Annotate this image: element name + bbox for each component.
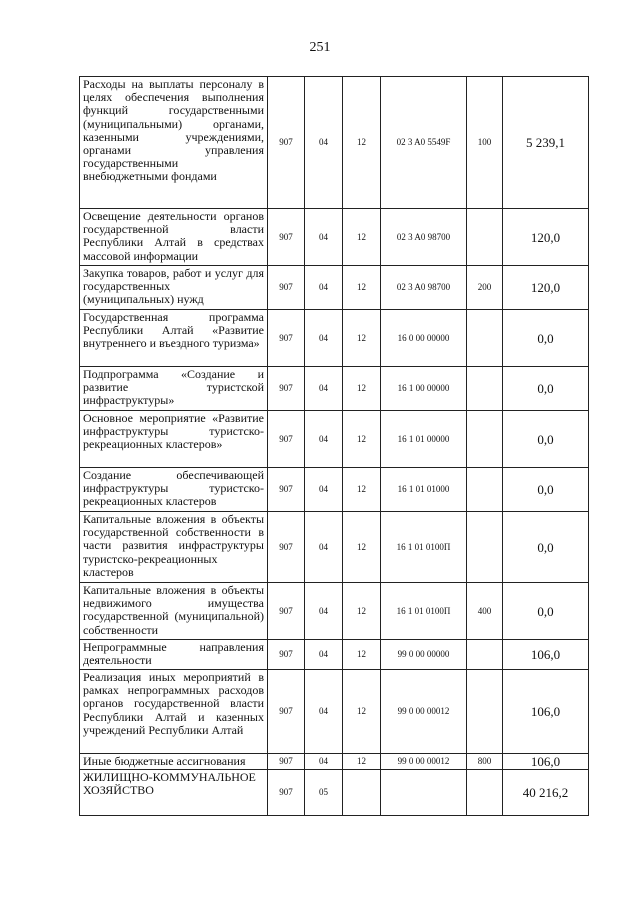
row-rz: 04: [305, 411, 343, 468]
row-sum: 106,0: [503, 670, 589, 754]
row-pr: 12: [343, 266, 381, 310]
row-name: Капитальные вложения в объекты государственной собственности в части развития инфраструктуры туристско-рекреационных кластеров: [80, 512, 268, 583]
row-pr: 12: [343, 640, 381, 670]
table-row: [80, 310, 589, 367]
row-pr: 12: [343, 310, 381, 367]
row-csr: [381, 770, 467, 816]
row-sum: 106,0: [503, 640, 589, 670]
row-vr: [467, 670, 503, 754]
row-csr: 16 0 00 00000: [381, 310, 467, 367]
row-name: Создание обеспечивающей инфраструктуры туристско-рекреационных кластеров: [80, 468, 268, 512]
row-name: ЖИЛИЩНО-КОММУНАЛЬНОЕ ХОЗЯЙСТВО: [80, 770, 268, 816]
row-pr: 12: [343, 367, 381, 411]
row-rz: 04: [305, 512, 343, 583]
row-rz: 04: [305, 266, 343, 310]
row-name: Освещение деятельности органов государственной власти Республики Алтай в средствах массовой информации: [80, 209, 268, 266]
row-pr: 12: [343, 670, 381, 754]
row-csr: 99 0 00 00012: [381, 754, 467, 770]
row-grbs: 907: [268, 77, 305, 209]
row-pr: 12: [343, 583, 381, 640]
row-grbs: 907: [268, 670, 305, 754]
row-csr: 02 3 A0 5549F: [381, 77, 467, 209]
row-vr: 800: [467, 754, 503, 770]
row-grbs: 907: [268, 512, 305, 583]
row-sum: 0,0: [503, 583, 589, 640]
row-rz: 04: [305, 670, 343, 754]
row-vr: [467, 512, 503, 583]
row-pr: 12: [343, 77, 381, 209]
row-pr: [343, 770, 381, 816]
row-grbs: 907: [268, 266, 305, 310]
row-rz: 05: [305, 770, 343, 816]
row-sum: 0,0: [503, 512, 589, 583]
row-grbs: 907: [268, 411, 305, 468]
page-number: 251: [309, 40, 331, 55]
row-name: Государственная программа Республики Алтай «Развитие внутреннего и въездного туризма»: [80, 310, 268, 367]
table-row: [80, 754, 589, 770]
table-row: [80, 411, 589, 468]
row-grbs: 907: [268, 209, 305, 266]
row-vr: 200: [467, 266, 503, 310]
row-name: Реализация иных мероприятий в рамках непрограммных расходов органов государственной власти Республики Алтай и казенных учреждений Республики Алтай: [80, 670, 268, 754]
budget-table: [79, 76, 589, 816]
row-vr: [467, 209, 503, 266]
table-row: [80, 77, 589, 209]
row-grbs: 907: [268, 367, 305, 411]
row-name: Капитальные вложения в объекты недвижимого имущества государственной (муниципальной) собственности: [80, 583, 268, 640]
row-vr: [467, 770, 503, 816]
row-csr: 16 1 01 0100П: [381, 583, 467, 640]
row-csr: 99 0 00 00012: [381, 670, 467, 754]
row-vr: 100: [467, 77, 503, 209]
row-rz: 04: [305, 77, 343, 209]
row-csr: 16 1 00 00000: [381, 367, 467, 411]
table-row: [80, 583, 589, 640]
table-row: [80, 367, 589, 411]
row-csr: 16 1 01 00000: [381, 411, 467, 468]
row-grbs: 907: [268, 640, 305, 670]
row-sum: 0,0: [503, 367, 589, 411]
row-rz: 04: [305, 310, 343, 367]
row-name: Закупка товаров, работ и услуг для государственных (муниципальных) нужд: [80, 266, 268, 310]
row-vr: [467, 310, 503, 367]
row-sum: 40 216,2: [503, 770, 589, 816]
row-csr: 99 0 00 00000: [381, 640, 467, 670]
row-pr: 12: [343, 411, 381, 468]
row-csr: 02 3 A0 98700: [381, 266, 467, 310]
row-rz: 04: [305, 640, 343, 670]
row-grbs: 907: [268, 583, 305, 640]
row-pr: 12: [343, 512, 381, 583]
row-grbs: 907: [268, 770, 305, 816]
row-name: Основное мероприятие «Развитие инфраструктуры туристско-рекреационных кластеров»: [80, 411, 268, 468]
table-row: [80, 266, 589, 310]
row-pr: 12: [343, 209, 381, 266]
row-rz: 04: [305, 367, 343, 411]
row-name: Расходы на выплаты персоналу в целях обеспечения выполнения функций государственными (муниципальными) органами, казенными учреждениями, органами управления государственными внебюджетными фондами: [80, 77, 268, 209]
table-row: [80, 770, 589, 816]
row-pr: 12: [343, 754, 381, 770]
row-csr: 02 3 A0 98700: [381, 209, 467, 266]
row-name: Подпрограмма «Создание и развитие туристской инфраструктуры»: [80, 367, 268, 411]
row-vr: 400: [467, 583, 503, 640]
row-grbs: 907: [268, 468, 305, 512]
row-rz: 04: [305, 209, 343, 266]
row-rz: 04: [305, 754, 343, 770]
row-sum: 0,0: [503, 310, 589, 367]
row-grbs: 907: [268, 754, 305, 770]
row-vr: [467, 468, 503, 512]
row-grbs: 907: [268, 310, 305, 367]
table-row: [80, 468, 589, 512]
row-sum: 120,0: [503, 209, 589, 266]
row-rz: 04: [305, 583, 343, 640]
row-vr: [467, 640, 503, 670]
row-name: Иные бюджетные ассигнования: [80, 754, 268, 770]
table-row: [80, 640, 589, 670]
row-sum: 5 239,1: [503, 77, 589, 209]
row-vr: [467, 411, 503, 468]
row-csr: 16 1 01 0100П: [381, 512, 467, 583]
row-sum: 120,0: [503, 266, 589, 310]
row-sum: 0,0: [503, 468, 589, 512]
row-name: Непрограммные направления деятельности: [80, 640, 268, 670]
row-sum: 106,0: [503, 754, 589, 770]
table-row: [80, 209, 589, 266]
row-csr: 16 1 01 01000: [381, 468, 467, 512]
table-row: [80, 670, 589, 754]
row-vr: [467, 367, 503, 411]
row-rz: 04: [305, 468, 343, 512]
row-sum: 0,0: [503, 411, 589, 468]
table-row: [80, 512, 589, 583]
row-pr: 12: [343, 468, 381, 512]
